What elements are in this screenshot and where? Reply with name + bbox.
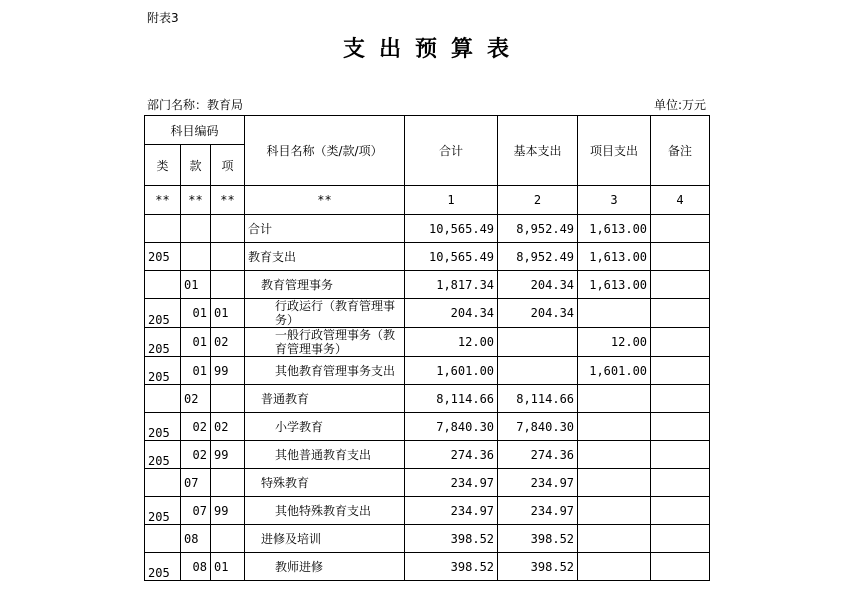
cell-kuan xyxy=(181,215,211,243)
cell-total: 12.00 xyxy=(405,328,498,357)
header-total: 合计 xyxy=(405,116,498,186)
cell-xiang xyxy=(211,469,245,497)
cell-lei xyxy=(145,271,181,299)
cell-name: 其他特殊教育支出 xyxy=(245,497,405,525)
table-header xyxy=(145,116,710,215)
index-xiang: ** xyxy=(211,186,245,215)
header-name: 科目名称（类/款/项） xyxy=(245,116,405,186)
cell-xiang xyxy=(211,243,245,271)
cell-kuan: 07 xyxy=(181,469,211,497)
cell-name: 行政运行（教育管理事务） xyxy=(245,299,405,328)
cell-kuan: 07 xyxy=(181,497,211,525)
cell-kuan: 08 xyxy=(181,553,211,581)
table-row xyxy=(145,525,710,553)
cell-total: 10,565.49 xyxy=(405,243,498,271)
cell-basic: 398.52 xyxy=(498,553,578,581)
cell-lei xyxy=(145,525,181,553)
cell-kuan: 01 xyxy=(181,328,211,357)
cell-name: 合计 xyxy=(245,215,405,243)
cell-total: 204.34 xyxy=(405,299,498,328)
table-row xyxy=(145,553,710,581)
cell-xiang xyxy=(211,215,245,243)
table-row xyxy=(145,413,710,441)
cell-basic xyxy=(498,328,578,357)
cell-total: 398.52 xyxy=(405,553,498,581)
cell-lei: 205 xyxy=(145,497,181,525)
header-xiang: 项 xyxy=(211,145,245,186)
header-code-group: 科目编码 xyxy=(145,116,245,145)
cell-xiang: 99 xyxy=(211,357,245,385)
index-project: 3 xyxy=(578,186,651,215)
cell-total: 398.52 xyxy=(405,525,498,553)
cell-lei: 205 xyxy=(145,441,181,469)
cell-xiang: 99 xyxy=(211,497,245,525)
cell-kuan: 01 xyxy=(181,357,211,385)
cell-project xyxy=(578,525,651,553)
cell-name: 特殊教育 xyxy=(245,469,405,497)
cell-basic: 8,952.49 xyxy=(498,215,578,243)
header-lei: 类 xyxy=(145,145,181,186)
index-basic: 2 xyxy=(498,186,578,215)
cell-lei: 205 xyxy=(145,243,181,271)
table-row xyxy=(145,328,710,357)
cell-note xyxy=(651,215,710,243)
cell-kuan: 02 xyxy=(181,413,211,441)
cell-note xyxy=(651,243,710,271)
cell-lei: 205 xyxy=(145,413,181,441)
table-row xyxy=(145,271,710,299)
cell-basic: 398.52 xyxy=(498,525,578,553)
cell-kuan xyxy=(181,243,211,271)
cell-basic: 8,114.66 xyxy=(498,385,578,413)
cell-note xyxy=(651,328,710,357)
cell-kuan: 01 xyxy=(181,271,211,299)
doc-label: 附表3 xyxy=(147,11,179,25)
cell-basic: 8,952.49 xyxy=(498,243,578,271)
unit-label: 单位:万元 xyxy=(653,98,706,112)
table-row xyxy=(145,299,710,328)
table-row xyxy=(145,441,710,469)
cell-lei xyxy=(145,215,181,243)
cell-basic: 204.34 xyxy=(498,299,578,328)
cell-note xyxy=(651,299,710,328)
header-project: 项目支出 xyxy=(578,116,651,186)
cell-project xyxy=(578,441,651,469)
cell-name: 教育支出 xyxy=(245,243,405,271)
cell-note xyxy=(651,441,710,469)
cell-kuan: 02 xyxy=(181,385,211,413)
table-row xyxy=(145,357,710,385)
cell-xiang xyxy=(211,385,245,413)
cell-project xyxy=(578,553,651,581)
cell-xiang: 02 xyxy=(211,413,245,441)
index-lei: ** xyxy=(145,186,181,215)
cell-xiang: 99 xyxy=(211,441,245,469)
cell-name: 教师进修 xyxy=(245,553,405,581)
table-body xyxy=(145,215,710,581)
cell-xiang: 02 xyxy=(211,328,245,357)
cell-xiang xyxy=(211,271,245,299)
table-row xyxy=(145,385,710,413)
cell-project xyxy=(578,469,651,497)
cell-xiang: 01 xyxy=(211,553,245,581)
cell-basic: 204.34 xyxy=(498,271,578,299)
department-label: 部门名称：教育局 xyxy=(147,98,244,112)
cell-note xyxy=(651,469,710,497)
cell-xiang: 01 xyxy=(211,299,245,328)
cell-project: 1,613.00 xyxy=(578,271,651,299)
cell-lei: 205 xyxy=(145,357,181,385)
index-total: 1 xyxy=(405,186,498,215)
index-note: 4 xyxy=(651,186,710,215)
budget-table xyxy=(144,115,710,581)
cell-basic xyxy=(498,357,578,385)
cell-project xyxy=(578,299,651,328)
cell-lei: 205 xyxy=(145,328,181,357)
index-name: ** xyxy=(245,186,405,215)
cell-xiang xyxy=(211,525,245,553)
cell-lei xyxy=(145,469,181,497)
cell-total: 1,817.34 xyxy=(405,271,498,299)
table-row xyxy=(145,215,710,243)
cell-basic: 274.36 xyxy=(498,441,578,469)
cell-project: 1,613.00 xyxy=(578,243,651,271)
cell-lei xyxy=(145,385,181,413)
cell-basic: 7,840.30 xyxy=(498,413,578,441)
cell-total: 234.97 xyxy=(405,497,498,525)
cell-project: 1,601.00 xyxy=(578,357,651,385)
cell-name: 普通教育 xyxy=(245,385,405,413)
table-row xyxy=(145,243,710,271)
cell-name: 一般行政管理事务（教育管理事务） xyxy=(245,328,405,357)
cell-name: 其他教育管理事务支出 xyxy=(245,357,405,385)
cell-basic: 234.97 xyxy=(498,469,578,497)
cell-total: 234.97 xyxy=(405,469,498,497)
cell-note xyxy=(651,525,710,553)
header-basic: 基本支出 xyxy=(498,116,578,186)
cell-project: 1,613.00 xyxy=(578,215,651,243)
index-kuan: ** xyxy=(181,186,211,215)
cell-total: 274.36 xyxy=(405,441,498,469)
cell-lei: 205 xyxy=(145,553,181,581)
cell-name: 进修及培训 xyxy=(245,525,405,553)
cell-kuan: 01 xyxy=(181,299,211,328)
table-row xyxy=(145,469,710,497)
page-title: 支出预算表 xyxy=(342,36,523,62)
cell-basic: 234.97 xyxy=(498,497,578,525)
cell-note xyxy=(651,385,710,413)
table-row xyxy=(145,497,710,525)
cell-project: 12.00 xyxy=(578,328,651,357)
cell-note xyxy=(651,553,710,581)
cell-note xyxy=(651,271,710,299)
cell-kuan: 02 xyxy=(181,441,211,469)
cell-kuan: 08 xyxy=(181,525,211,553)
cell-total: 10,565.49 xyxy=(405,215,498,243)
cell-total: 7,840.30 xyxy=(405,413,498,441)
header-kuan: 款 xyxy=(181,145,211,186)
header-note: 备注 xyxy=(651,116,710,186)
cell-total: 1,601.00 xyxy=(405,357,498,385)
cell-name: 其他普通教育支出 xyxy=(245,441,405,469)
cell-note xyxy=(651,413,710,441)
cell-name: 教育管理事务 xyxy=(245,271,405,299)
cell-project xyxy=(578,497,651,525)
cell-total: 8,114.66 xyxy=(405,385,498,413)
cell-name: 小学教育 xyxy=(245,413,405,441)
cell-lei: 205 xyxy=(145,299,181,328)
cell-note xyxy=(651,497,710,525)
index-row xyxy=(145,186,710,215)
cell-project xyxy=(578,413,651,441)
cell-project xyxy=(578,385,651,413)
cell-note xyxy=(651,357,710,385)
